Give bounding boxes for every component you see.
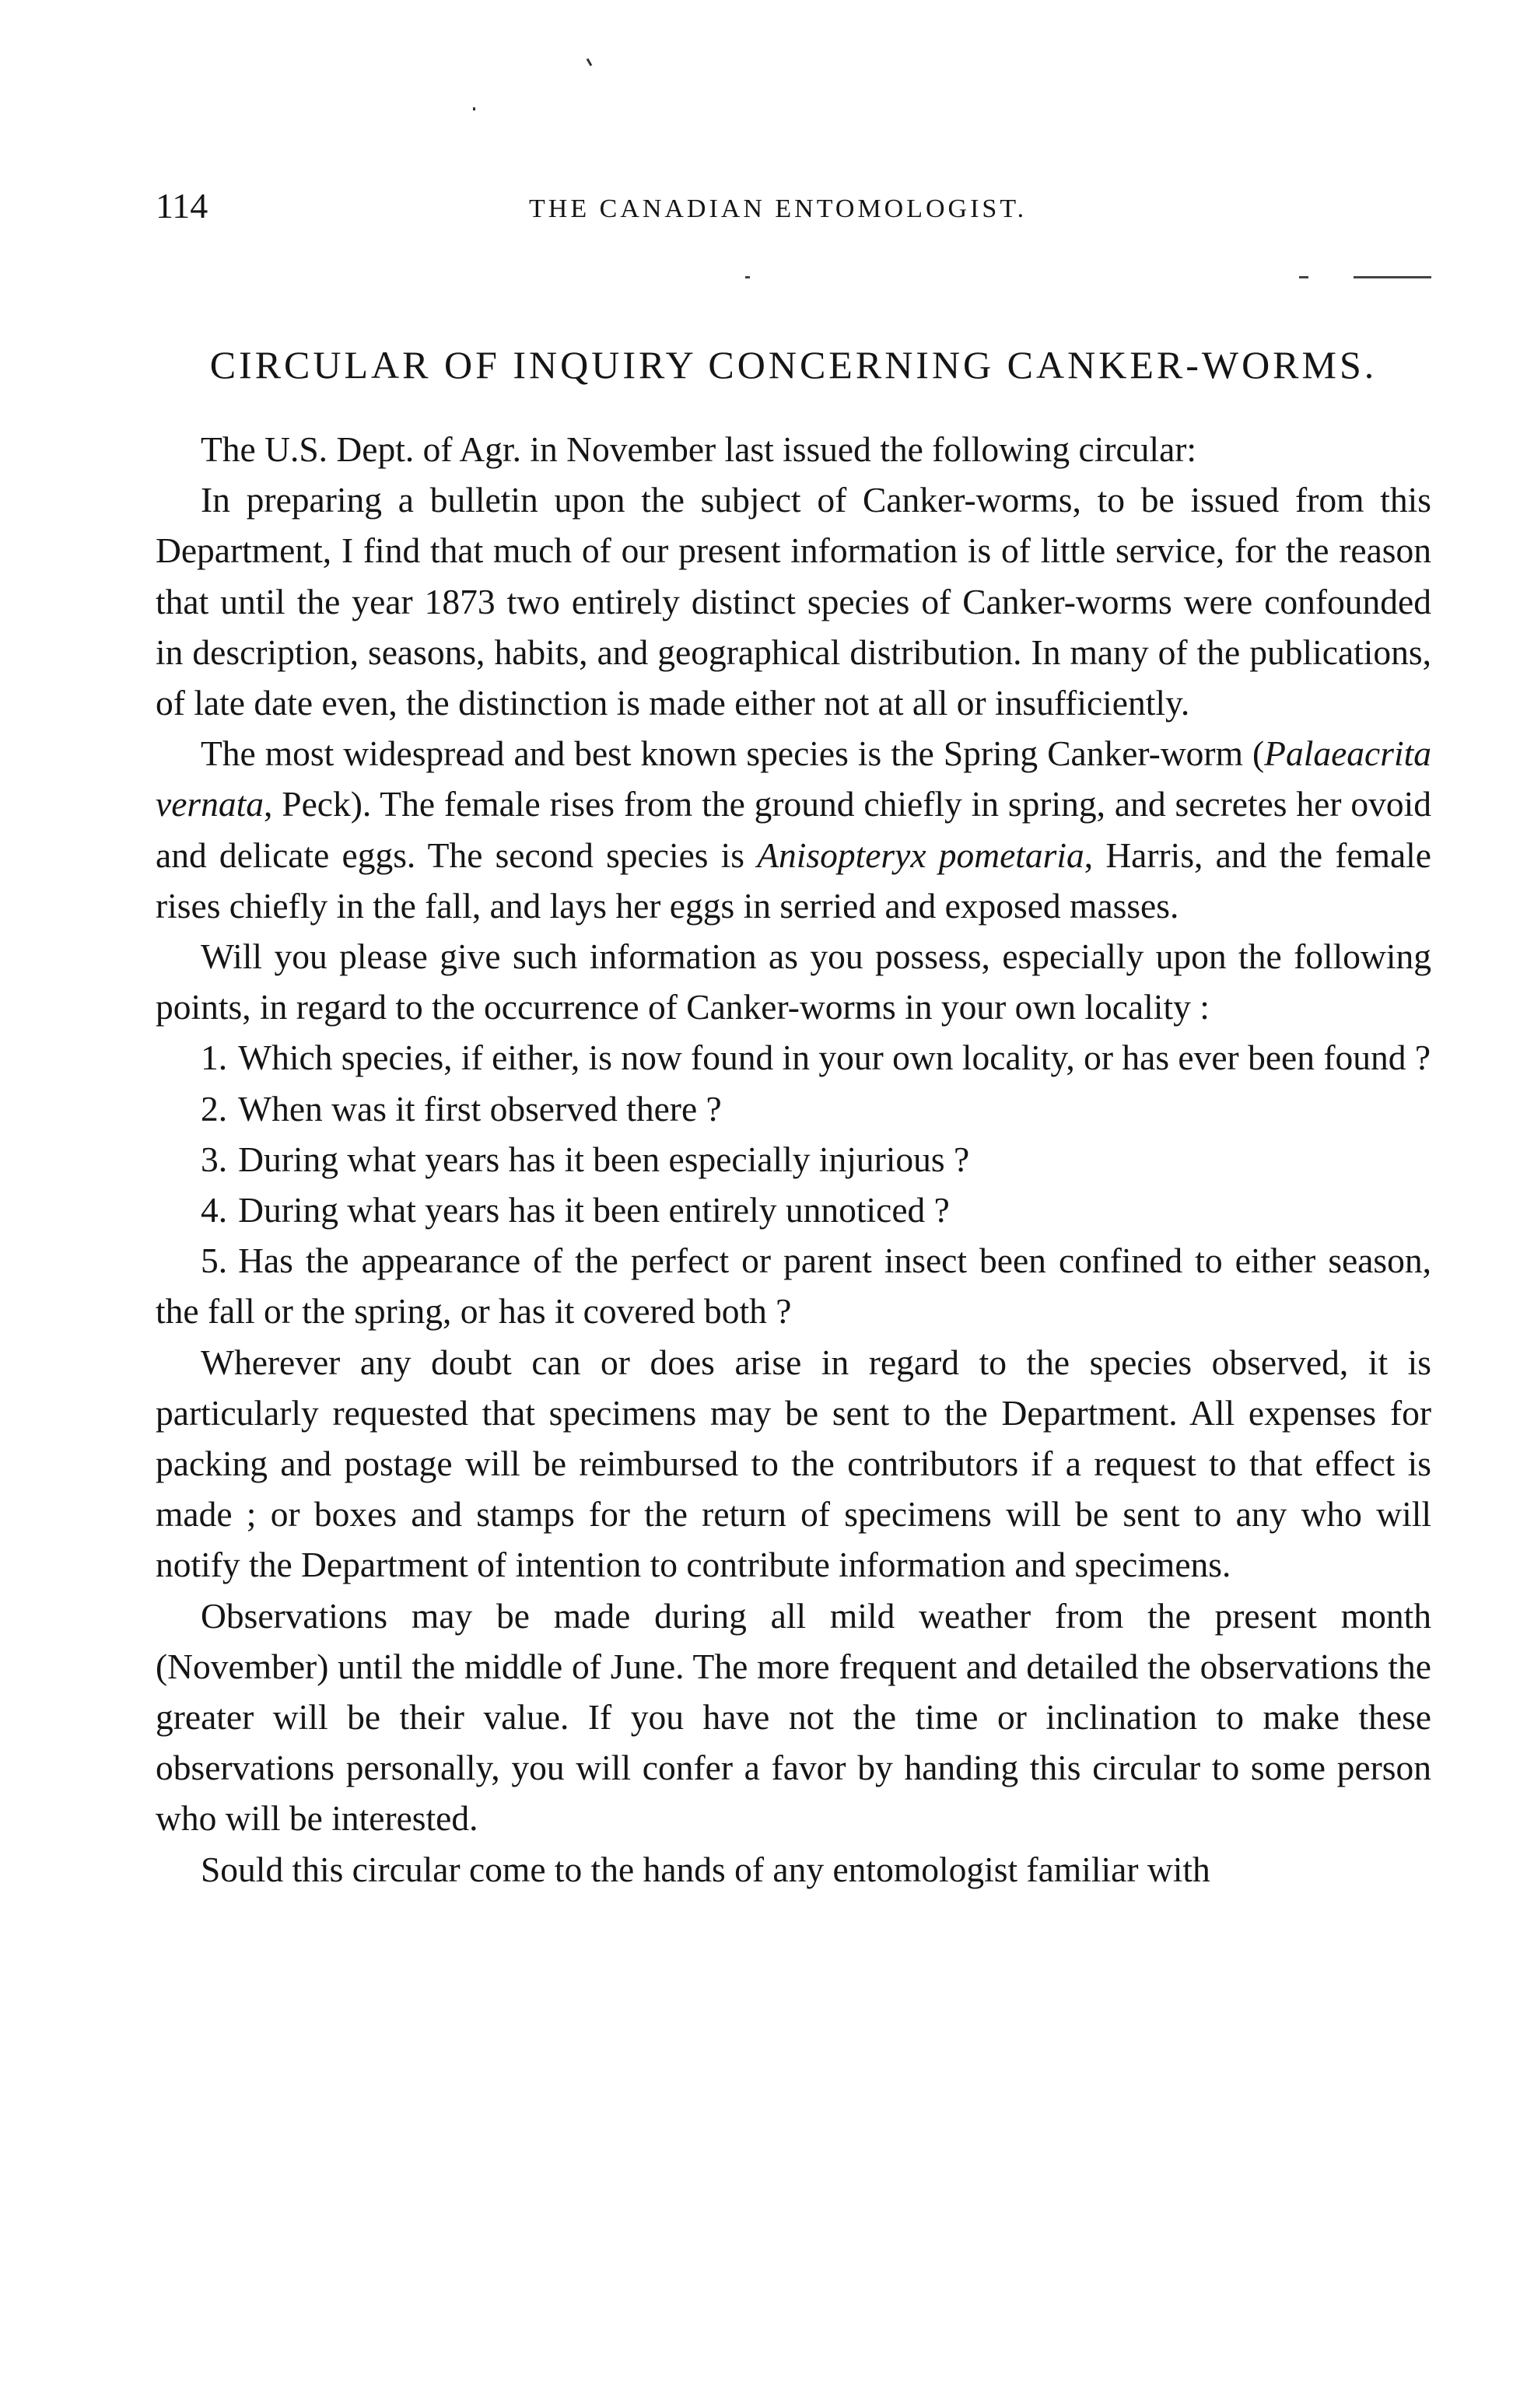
paragraph: Wherever any doubt can or does arise in regard to the species observed, it is particularly requested that specimens may be sent to the Department. All expenses for packing and postage will be reimbursed to the contributors if a request to that effect is made ; or boxes and stamps for the return of specimens will be sent to any who will notify the Department of intention to contribute information and specimens.	[156, 1342, 1431, 1585]
paragraph: Sould this circular come to the hands of any entomologist familiar with	[201, 1849, 1210, 1889]
question-text: Has the appearance of the perfect or parent insect been confined to either season, the fall or the spring, or has it covered both ?	[156, 1241, 1431, 1332]
question-number: 1.	[201, 1038, 228, 1078]
intro-paragraph: The U.S. Dept. of Agr. in November last issued the following circular:	[201, 429, 1197, 469]
species-name: Anisopteryx pometaria	[757, 835, 1084, 875]
question-number: 2.	[201, 1088, 228, 1129]
article-body	[156, 424, 1431, 1895]
question-text: Which species, if either, is now found in your own locality, or has ever been found ?	[238, 1038, 1431, 1078]
text-span: , Harris, and the female rises chiefly in the fall, and lays her eggs in serried and exposed masses.	[156, 835, 1431, 926]
text-span: The most widespread and best known species is the Spring Canker-worm (	[201, 733, 1265, 774]
rule-mark	[1299, 276, 1308, 278]
question-item	[156, 1185, 1431, 1235]
page-header	[156, 185, 1431, 232]
paragraph	[156, 728, 1431, 931]
question-text: During what years has it been especially injurious ?	[238, 1139, 970, 1179]
stray-mark	[587, 58, 593, 66]
rule-mark	[745, 276, 750, 278]
question-item	[156, 1083, 1431, 1134]
question-item	[156, 1235, 1431, 1336]
species-name: Palaeacrita vernata	[156, 733, 1431, 824]
question-text: When was it first observed there ?	[238, 1088, 722, 1129]
question-text: During what years has it been entirely unnoticed ?	[238, 1190, 950, 1230]
running-head: THE CANADIAN ENTOMOLOGIST.	[529, 194, 1028, 223]
paragraph: In preparing a bulletin upon the subject of Canker-worms, to be issued from this Department, I find that much of our present information is of little service, for the reason that until the year 1873 two entirely distinct species of Canker-worms were confounded in description, seasons, habits, and geographical distribution. In many of the publications, of late date even, the distinction is made either not at all or insufficiently.	[156, 480, 1431, 723]
question-item	[156, 1134, 1431, 1185]
question-number: 5.	[201, 1241, 228, 1281]
page-number: 114	[156, 186, 208, 226]
article-title: CIRCULAR OF INQUIRY CONCERNING CANKER-WORMS.	[209, 343, 1378, 387]
paragraph: Will you please give such information as you possess, especially upon the following points, in regard to the occurrence of Canker-worms in your own locality :	[156, 936, 1431, 1027]
question-number: 4.	[201, 1190, 228, 1230]
stray-mark	[473, 107, 475, 110]
paragraph: Observations may be made during all mild weather from the present month (November) until the middle of June. The more frequent and detailed the observations the greater will be their value. If you have not the time or inclination to make these observations personally, you will confer a favor by handing this circular to some person who will be interested.	[156, 1595, 1431, 1839]
question-item	[156, 1032, 1431, 1083]
question-number: 3.	[201, 1139, 228, 1179]
text-span: , Peck). The female rises from the ground chiefly in spring, and secretes her ovoid and delicate eggs. The second species is	[156, 784, 1431, 875]
rule-mark	[1354, 276, 1431, 278]
